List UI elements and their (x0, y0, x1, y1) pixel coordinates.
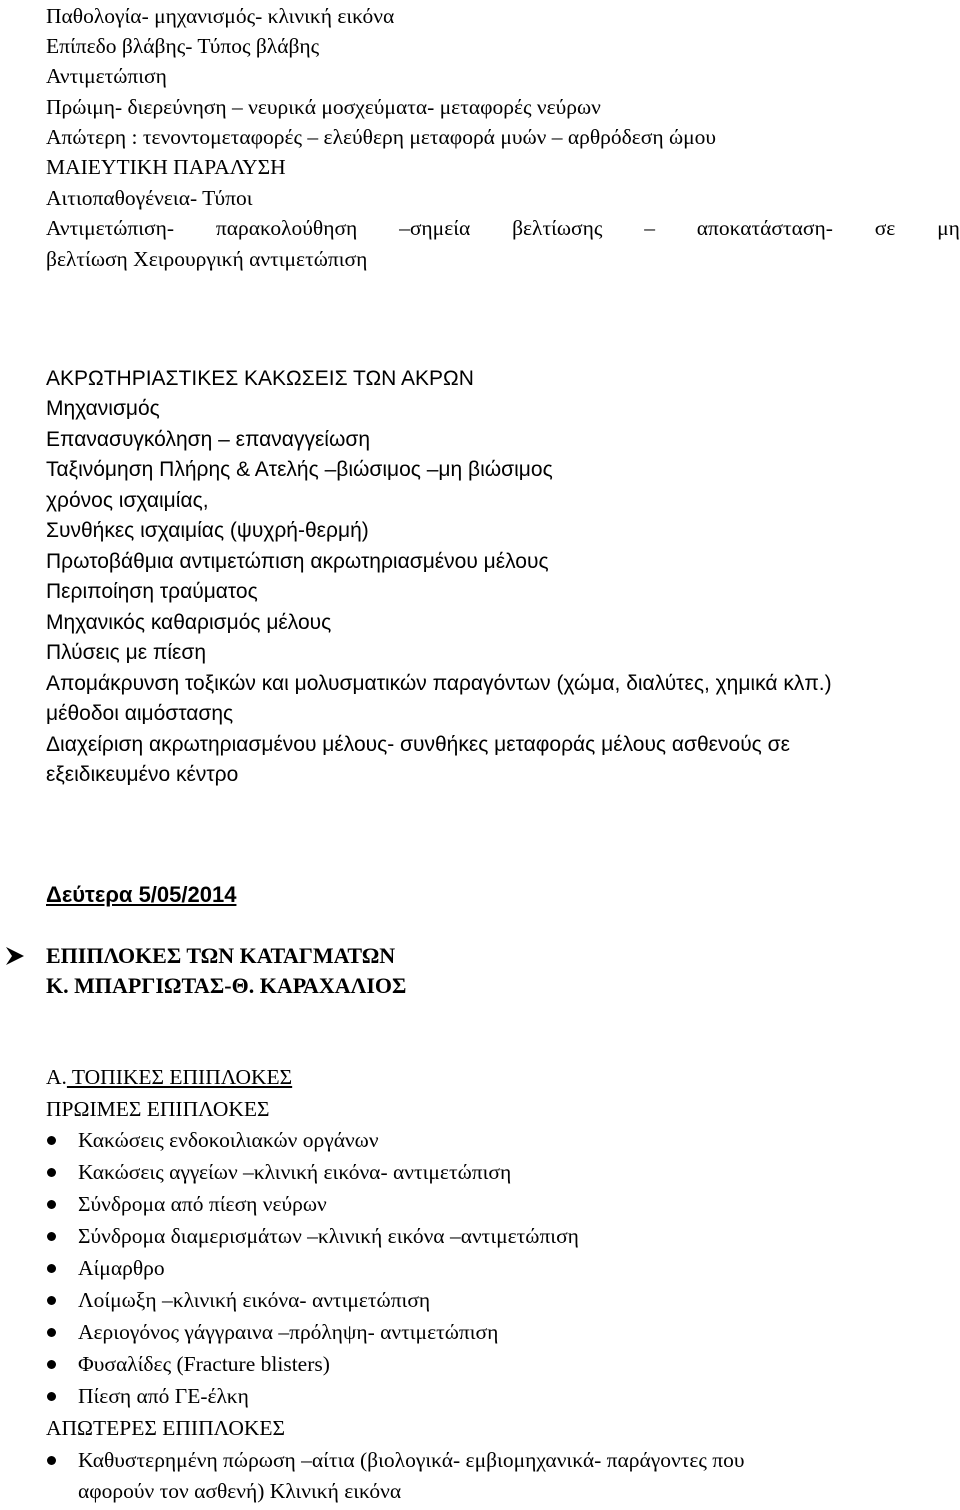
text-line: μέθοδοι αιμόστασης (46, 702, 234, 725)
justified-text-line (46, 213, 960, 243)
word: βελτίωσης (512, 216, 603, 240)
bullet-icon (47, 1168, 56, 1177)
word: μη (937, 216, 960, 240)
text-line: Μηχανικός καθαρισμός μέλους (46, 611, 332, 634)
list-item-continuation: αφορούν τον ασθενή) Κλινική εικόνα (78, 1479, 402, 1503)
word: Αντιμετώπιση- (46, 216, 175, 240)
list-item: Κακώσεις αγγείων –κλινική εικόνα- αντιμετώπιση (78, 1160, 512, 1184)
text-line: Ταξινόμηση Πλήρης & Ατελής –βιώσιμος –μη βιώσιμος (46, 458, 553, 481)
section-heading: ΑΚΡΩΤΗΡΙΑΣΤΙΚΕΣ ΚΑΚΩΣΕΙΣ ΤΩΝ ΑΚΡΩΝ (46, 367, 474, 390)
subsection-title (46, 1062, 292, 1092)
list-item: Σύνδρομα από πίεση νεύρων (78, 1192, 327, 1216)
text-line: βελτίωση Χειρουργική αντιμετώπιση (46, 247, 368, 271)
session-authors: Κ. ΜΠΑΡΓΙΩΤΑΣ-Θ. ΚΑΡΑΧΑΛΙΟΣ (46, 973, 407, 998)
bullet-icon (47, 1232, 56, 1241)
bullet-icon (47, 1200, 56, 1209)
bullet-icon (47, 1264, 56, 1273)
text-line: Παθολογία- μηχανισμός- κλινική εικόνα (46, 4, 395, 28)
list-item: Κακώσεις ενδοκοιλιακών οργάνων (78, 1128, 379, 1152)
text-line: Πλύσεις με πίεση (46, 641, 207, 664)
text-line: Επίπεδο βλάβης- Τύπος βλάβης (46, 34, 320, 58)
text-line: Πρωτοβάθμια αντιμετώπιση ακρωτηριασμένου μέλους (46, 550, 549, 573)
session-topic: ΕΠΙΠΛΟΚΕΣ ΤΩΝ ΚΑΤΑΓΜΑΤΩΝ (46, 943, 396, 968)
text-line: Περιποίηση τραύματος (46, 580, 258, 603)
text-line: Συνθήκες ισχαιμίας (ψυχρή-θερμή) (46, 519, 369, 542)
list-item: Λοίμωξη –κλινική εικόνα- αντιμετώπιση (78, 1288, 431, 1312)
list-item: Πίεση από ΓΕ-έλκη (78, 1384, 249, 1408)
list-item: Φυσαλίδες (Fracture blisters) (78, 1352, 330, 1376)
late-heading: ΑΠΩΤΕΡΕΣ ΕΠΙΠΛΟΚΕΣ (46, 1416, 286, 1440)
text-line: Επανασυγκόληση – επαναγγείωση (46, 428, 371, 451)
bullet-icon (47, 1392, 56, 1401)
bullet-icon (47, 1328, 56, 1337)
text-line: ΜΑΙΕΥΤΙΚΗ ΠΑΡΑΛΥΣΗ (46, 155, 286, 179)
text-line: Διαχείριση ακρωτηριασμένου μέλους- συνθήκες μεταφοράς μέλους ασθενούς σε (46, 733, 790, 756)
bullet-icon (47, 1296, 56, 1305)
word: αποκατάσταση- (696, 216, 833, 240)
text-line: Μηχανισμός (46, 397, 160, 420)
bullet-icon (47, 1456, 56, 1465)
subsection-letter: Α. (46, 1065, 67, 1089)
text-line: Πρώιμη- διερεύνηση – νευρικά μοσχεύματα- μεταφορές νεύρων (46, 95, 601, 119)
list-item: Αίμαρθρο (78, 1256, 165, 1280)
word: σε (874, 216, 896, 240)
text-line: εξειδικευμένο κέντρο (46, 763, 239, 786)
text-line: Αντιμετώπιση (46, 64, 167, 88)
bullet-icon (47, 1136, 56, 1145)
list-item: Σύνδρομα διαμερισμάτων –κλινική εικόνα –αντιμετώπιση (78, 1224, 579, 1248)
text-line: χρόνος ισχαιμίας, (46, 489, 209, 512)
list-item: Αεριογόνος γάγγραινα –πρόληψη- αντιμετώπιση (78, 1320, 499, 1344)
text-line: Αιτιοπαθογένεια- Τύποι (46, 186, 253, 210)
bullet-icon (47, 1360, 56, 1369)
list-item: Καθυστερημένη πώρωση –αίτια (βιολογικά- εμβιομηχανικά- παράγοντες που (78, 1448, 745, 1472)
early-heading: ΠΡΩΙΜΕΣ ΕΠΙΠΛΟΚΕΣ (46, 1097, 270, 1121)
session-date: Δεύτερα 5/05/2014 (46, 882, 237, 907)
text-line: Απώτερη : τενοντομεταφορές – ελεύθερη μεταφορά μυών – αρθρόδεση ώμου (46, 125, 717, 149)
subsection-title-text: ΤΟΠΙΚΕΣ ΕΠΙΠΛΟΚΕΣ (66, 1065, 293, 1089)
arrowhead-bullet-icon (0, 942, 40, 972)
text-line: Απομάκρυνση τοξικών και μολυσματικών παραγόντων (χώμα, διαλύτες, χημικά κλπ.) (46, 672, 832, 695)
word: – (644, 216, 655, 240)
word: –σημεία (399, 216, 471, 240)
word: παρακολούθηση (215, 216, 358, 240)
